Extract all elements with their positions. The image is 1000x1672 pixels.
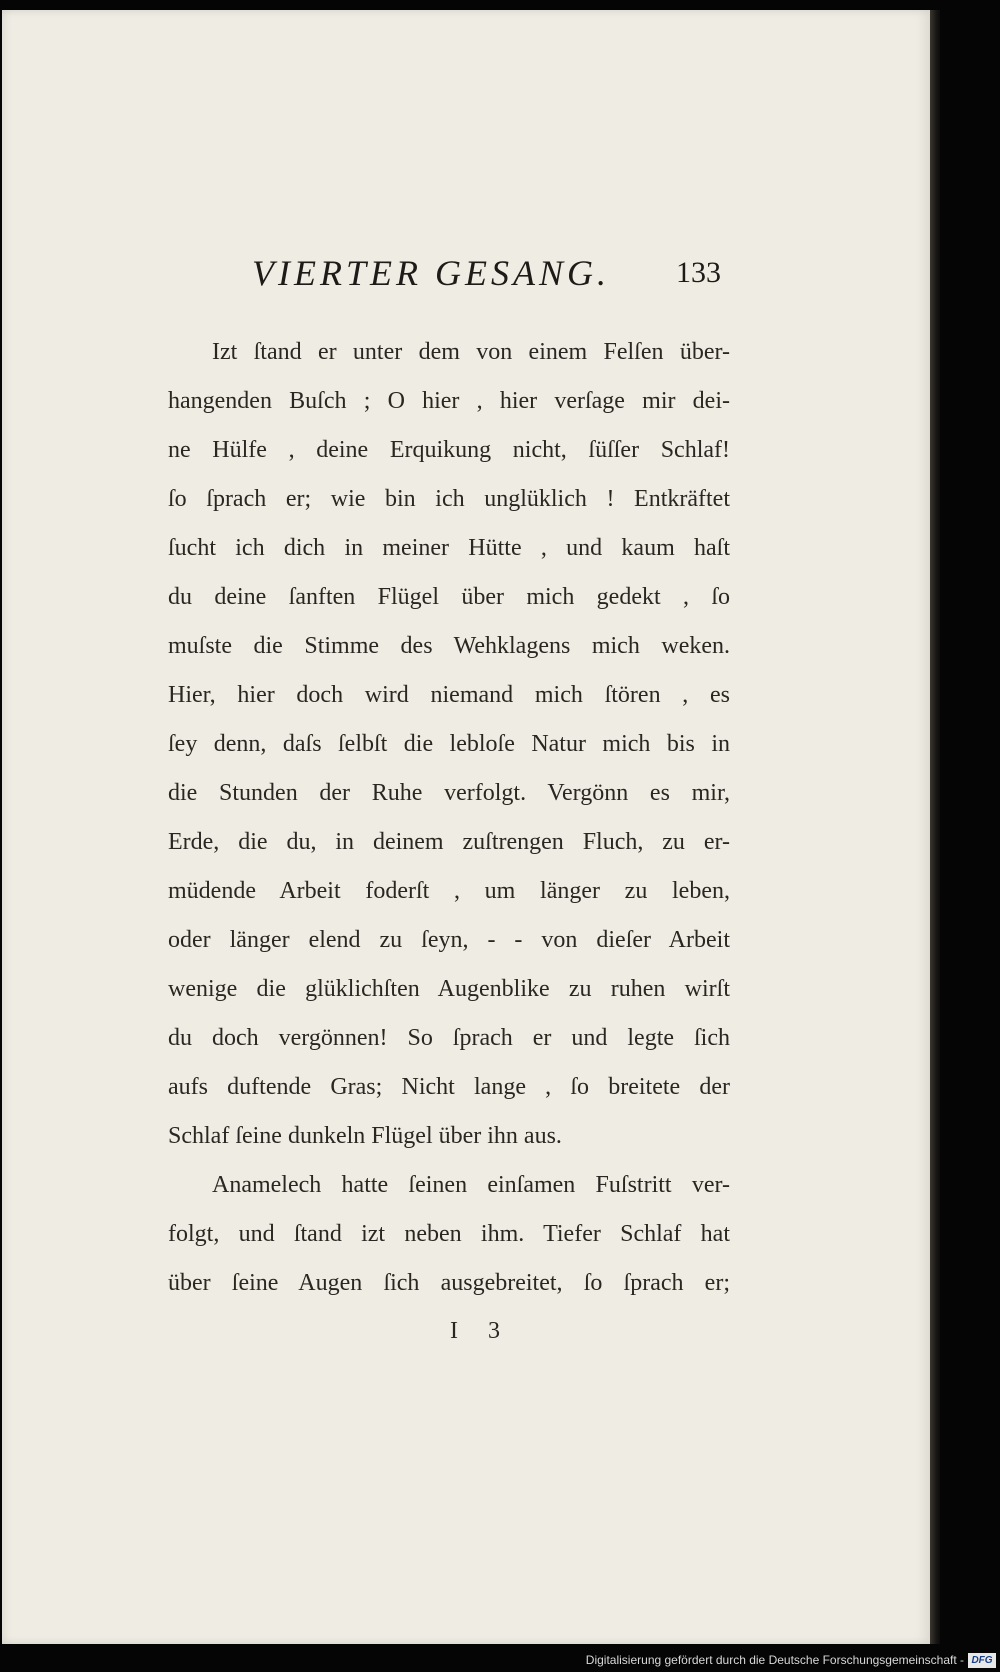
text-line: hangenden Buſch ; O hier , hier verſage mir dei-: [168, 388, 730, 414]
text-line: Schlaf ſeine dunkeln Flügel über ihn aus.: [168, 1123, 562, 1149]
page-number: 133: [676, 256, 721, 289]
text-line: ſucht ich dich in meiner Hütte , und kaum haſt: [168, 535, 730, 561]
text-line: ſo ſprach er; wie bin ich unglüklich ! Entkräftet: [168, 486, 730, 512]
text-line: wenige die glüklichſten Augenblike zu ruhen wirſt: [168, 976, 730, 1002]
text-line: du deine ſanften Flügel über mich gedekt , ſo: [168, 584, 730, 610]
running-title: VIERTER GESANG.: [252, 253, 610, 293]
text-line: müdende Arbeit foderſt , um länger zu leben,: [168, 878, 730, 904]
signature-mark: I 3: [450, 1318, 512, 1344]
text-line: oder länger elend zu ſeyn, - - von dieſer Arbeit: [168, 927, 730, 953]
text-line: du doch vergönnen! So ſprach er und legte ſich: [168, 1025, 730, 1051]
text-line: Erde, die du, in deinem zuſtrengen Fluch, zu er-: [168, 829, 730, 855]
text-line: Hier, hier doch wird niemand mich ſtören , es: [168, 682, 730, 708]
text-line: muſste die Stimme des Wehklagens mich weken.: [168, 633, 730, 659]
text-line: folgt, und ſtand izt neben ihm. Tiefer Schlaf hat: [168, 1221, 730, 1247]
page-edge: [930, 10, 940, 1644]
digitization-credit: Digitalisierung gefördert durch die Deutsche Forschungsgemeinschaft -: [585, 1653, 964, 1667]
paragraph-2: [168, 1161, 730, 1308]
page-header: [252, 252, 730, 302]
text-line: ne Hülfe , deine Erquikung nicht, ſüſſer Schlaf!: [168, 437, 730, 463]
text-line: die Stunden der Ruhe verfolgt. Vergönn es mir,: [168, 780, 730, 806]
body-text: [168, 328, 730, 1308]
paragraph-1: [168, 328, 730, 1161]
dfg-logo-icon: DFG: [968, 1653, 996, 1668]
text-line: aufs duftende Gras; Nicht lange , ſo breitete der: [168, 1074, 730, 1100]
text-line: Izt ſtand er unter dem von einem Felſen über-: [212, 339, 730, 365]
text-line: Anamelech hatte ſeinen einſamen Fuſstritt ver-: [212, 1172, 730, 1198]
text-line: über ſeine Augen ſich ausgebreitet, ſo ſprach er;: [168, 1270, 730, 1296]
text-line: ſey denn, daſs ſelbſt die lebloſe Natur mich bis in: [168, 731, 730, 757]
